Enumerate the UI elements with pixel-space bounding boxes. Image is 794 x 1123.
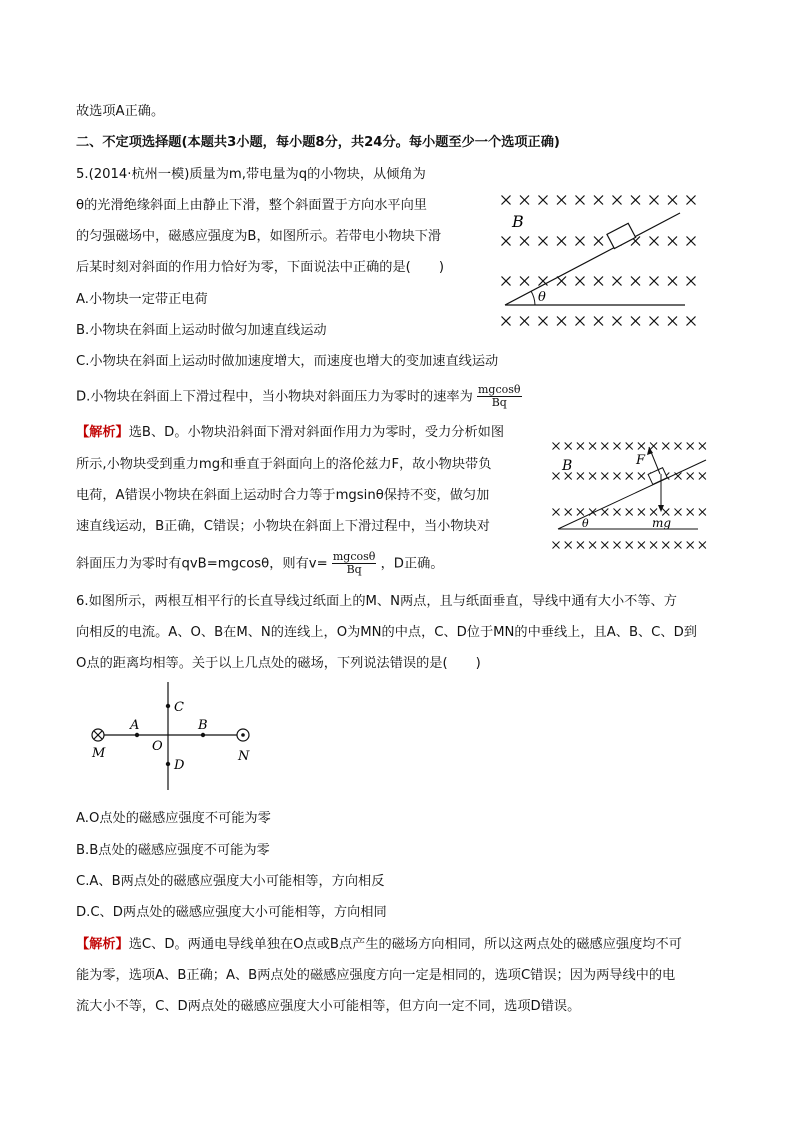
theta-label: θ: [538, 290, 546, 305]
option-a: A.小物块一定带正电荷: [76, 292, 208, 307]
analysis-line: 所示,小物块受到重力mg和垂直于斜面向上的洛伦兹力F，故小物块带负: [76, 457, 492, 472]
question-6-line: O点的距离均相等。关于以上几点处的磁场，下列说法错误的是( ): [76, 656, 481, 671]
analysis-line: 流大小不等，C、D两点处的磁感应强度大小可能相等，但方向一定不同，选项D错误。: [76, 999, 581, 1014]
force-diagram: [548, 432, 718, 557]
question-6-line: 6.如图所示，两根互相平行的长直导线过纸面上的M、N两点，且与纸面垂直，导线中通有大小不等、方: [76, 594, 677, 609]
force-label: F: [636, 453, 646, 468]
option-b: B.小物块在斜面上运动时做匀加速直线运动: [76, 323, 327, 338]
point-a: [135, 733, 139, 737]
question-5-line: θ的光滑绝缘斜面上由静止下滑，整个斜面置于方向水平向里: [76, 198, 427, 213]
wire-out-symbol: [237, 729, 249, 741]
analysis-line: 【解析】选B、D。小物块沿斜面下滑对斜面作用力为零时，受力分析如图: [76, 425, 505, 440]
wire-in-symbol: [92, 729, 104, 741]
formula-fraction: $\frac{mgcos\theta}{Bq}$: [478, 383, 521, 409]
analysis-line: 能为零，选项A、B正确；A、B两点处的磁感应强度方向一定是相同的，选项C错误；因为两导线中的电: [76, 968, 676, 983]
label-c: C: [174, 700, 184, 715]
incline-figure: [490, 185, 710, 335]
label-a: A: [130, 718, 140, 733]
question-5-line: 5.(2014·杭州一模)质量为m,带电量为q的小物块，从倾角为: [76, 167, 426, 182]
label-d: D: [174, 758, 185, 773]
analysis-line: 速直线运动，B正确，C错误；小物块在斜面上下滑过程中，当小物块对: [76, 519, 490, 534]
text-line: 故选项A正确。: [76, 104, 165, 119]
point-b: [201, 733, 205, 737]
label-m: M: [92, 746, 106, 761]
incline-line: [558, 460, 706, 529]
field-label-b: B: [562, 458, 573, 474]
section-heading: 二、不定项选择题(本题共3小题，每小题8分，共24分。每小题至少一个选项正确): [76, 135, 560, 150]
field-label-b: B: [512, 212, 524, 231]
gravity-label: mg: [652, 516, 672, 530]
analysis-tag: 【解析】: [76, 937, 129, 952]
wires-figure: [80, 680, 270, 795]
question-5-line: 的匀强磁场中，磁感应强度为B，如图所示。若带电小物块下滑: [76, 229, 442, 244]
option-d: D.小物块在斜面上下滑过程中，当小物块对斜面压力为零时的速率为 $\frac{mgcos\theta}{Bq}$: [76, 383, 521, 409]
field-crosses: [502, 196, 696, 326]
option-d: D.C、D两点处的磁感应强度大小可能相等，方向相同: [76, 905, 387, 920]
label-o: O: [152, 739, 163, 754]
block: [648, 468, 667, 485]
formula-fraction: $\frac{mgcos\theta}{Bq}$: [332, 550, 376, 576]
point-c: [166, 704, 170, 708]
analysis-tag: 【解析】: [76, 425, 129, 440]
option-a: A.O点处的磁感应强度不可能为零: [76, 811, 271, 826]
point-d: [166, 762, 170, 766]
question-6-line: 向相反的电流。A、O、B在M、N的连线上，O为MN的中点，C、D位于MN的中垂线上，且A、B、C、D到: [76, 625, 697, 640]
option-c: C.小物块在斜面上运动时做加速度增大，而速度也增大的变加速直线运动: [76, 354, 499, 369]
theta-label: θ: [582, 517, 589, 530]
label-n: N: [238, 749, 250, 764]
analysis-line: 【解析】选C、D。两通电导线单独在O点或B点产生的磁场方向相同，所以这两点处的磁感应强度均不可: [76, 937, 682, 952]
analysis-line: 斜面压力为零时有qvB=mgcosθ，则有v= $\frac{mgcos\theta}{Bq}$ ，D正确。: [76, 550, 444, 576]
option-b: B.B点处的磁感应强度不可能为零: [76, 843, 270, 858]
option-c: C.A、B两点处的磁感应强度大小可能相等，方向相反: [76, 874, 385, 889]
question-5-line: 后某时刻对斜面的作用力恰好为零，下面说法中正确的是( ): [76, 260, 444, 275]
label-b: B: [198, 718, 208, 733]
analysis-line: 电荷，A错误小物块在斜面上运动时合力等于mgsinθ保持不变，做匀加: [76, 488, 490, 503]
